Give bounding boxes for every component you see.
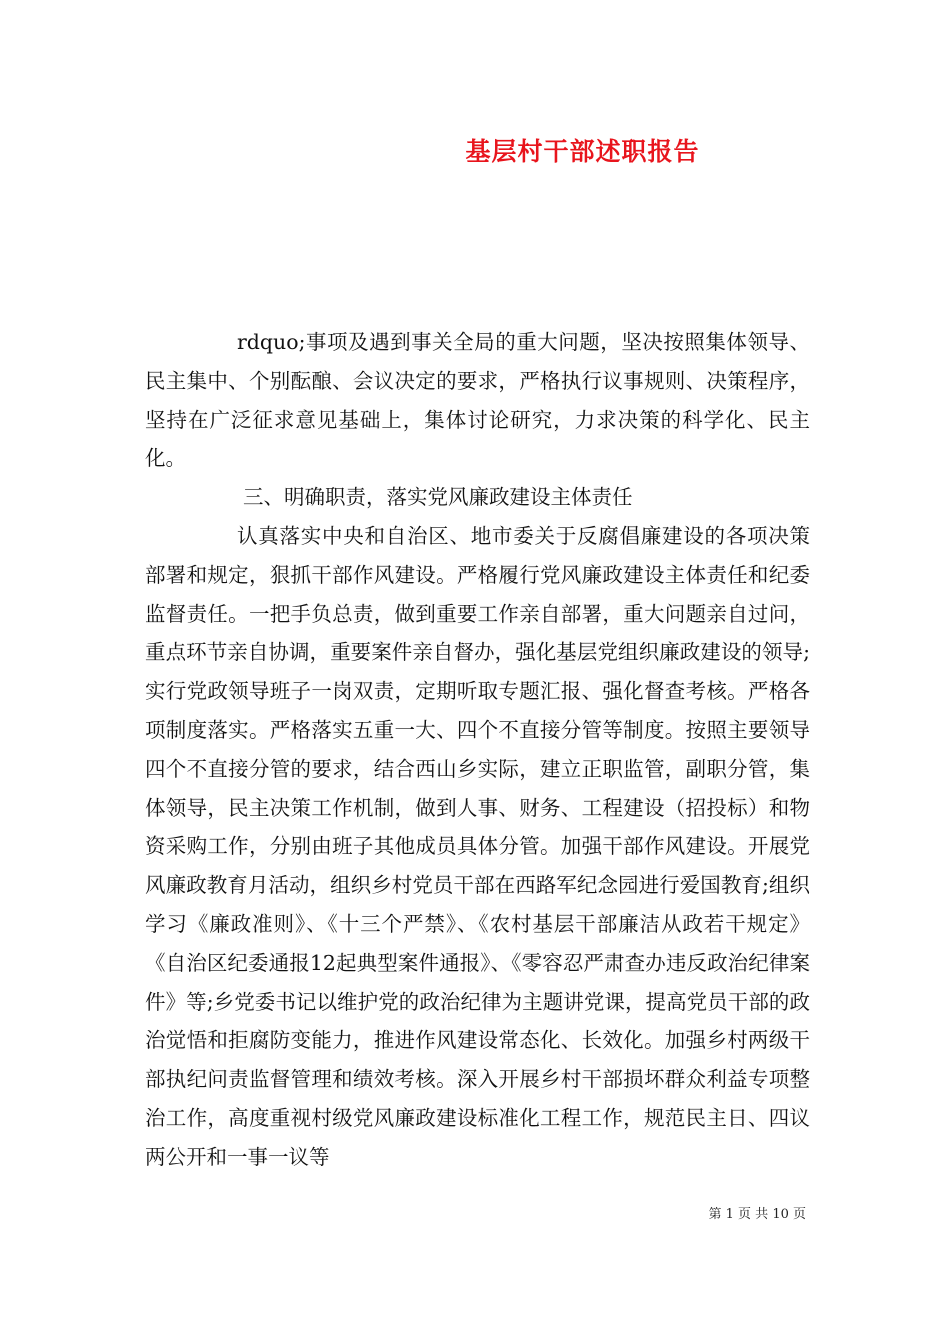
page-number-footer: 第 1 页 共 10 页: [708, 1207, 806, 1222]
paragraph-continuation: rdquo;事项及遇到事关全局的重大问题，坚决按照集体领导、民主集中、个别酝酿、会议决定的要求，严格执行议事规则、决策程序，坚持在广泛征求意见基础上，集体讨论研究，力求决策的科学化、民主化。: [145, 330, 810, 471]
paragraph-body: 认真落实中央和自治区、地市委关于反腐倡廉建设的各项决策部署和规定，狠抓干部作风建设。严格履行党风廉政建设主体责任和纪委监督责任。一把手负总责，做到重要工作亲自部署，重大问题亲自过问，重点环节亲自协调，重要案件亲自督办，强化基层党组织廉政建设的领导;实行党政领导班子一岗双责，定期听取专题汇报、强化督查考核。严格各项制度落实。严格落实五重一大、四个不直接分管等制度。按照主要领导四个不直接分管的要求，结合西山乡实际，建立正职监管，副职分管，集体领导，民主决策工作机制，做到人事、财务、工程建设（招投标）和物资采购工作，分别由班子其他成员具体分管。加强干部作风建设。开展党风廉政教育月活动，组织乡村党员干部在西路军纪念园进行爱国教育;组织学习《廉政准则》、《十三个严禁》、《农村基层干部廉洁从政若干规定》《自治区纪委通报12起典型案件通报》、《零容忍严肃查办违反政治纪律案件》等;乡党委书记以维护党的政治纪律为主题讲党课，提高党员干部的政治觉悟和拒腐防变能力，推进作风建设常态化、长效化。加强乡村两级干部执纪问责监督管理和绩效考核。深入开展乡村干部损坏群众利益专项整治工作，高度重视村级党风廉政建设标准化工程工作，规范民主日、四议两公开和一事一议等: [145, 523, 810, 1169]
section-heading: 三、明确职责，落实党风廉政建设主体责任: [243, 485, 633, 510]
document-title: 基层村干部述职报告: [465, 137, 700, 166]
document-body: [145, 323, 810, 1177]
